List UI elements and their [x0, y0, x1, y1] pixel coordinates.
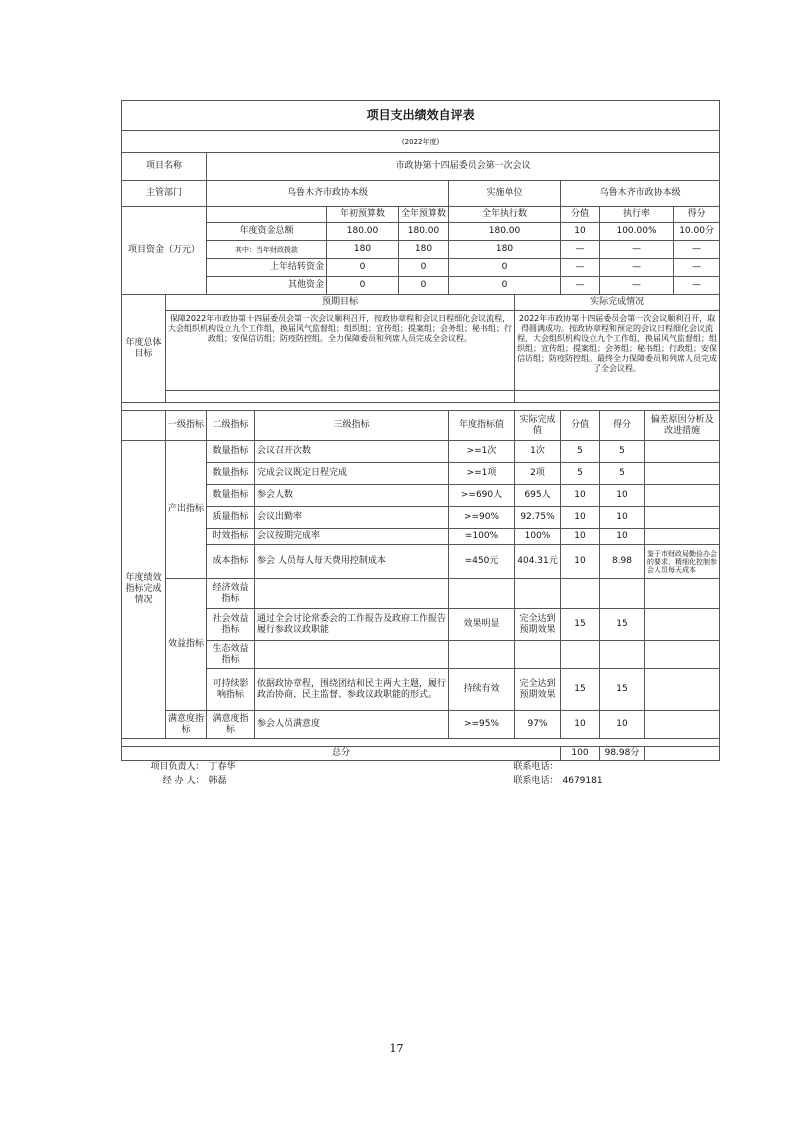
- target-cell: >=690人: [449, 485, 515, 507]
- handler-label: 经 办 人：: [162, 776, 205, 786]
- project-name-label: 项目名称: [122, 153, 207, 181]
- funds-cell: 10.00分: [674, 223, 720, 241]
- funds-cell: 180.00: [449, 223, 561, 241]
- total-score: 98.98分: [600, 747, 645, 761]
- actual-cell: [515, 579, 561, 609]
- actual-cell: 100%: [515, 529, 561, 545]
- actual-cell: 404.31元: [515, 545, 561, 579]
- l3-cell: 会议召开次数: [255, 441, 449, 463]
- l2-cell: 成本指标: [207, 545, 255, 579]
- score-value-cell: 15: [561, 669, 600, 711]
- score-cell: [600, 579, 645, 609]
- perf-label: 年度绩效指标完成情况: [122, 441, 166, 739]
- funds-header: 年初预算数: [327, 207, 399, 223]
- note-cell: [645, 441, 720, 463]
- indicator-header: 二级指标: [207, 411, 255, 441]
- l3-cell: 会议按期完成率: [255, 529, 449, 545]
- note-cell: [645, 711, 720, 739]
- funds-cell: —: [674, 259, 720, 277]
- funds-cell: —: [674, 277, 720, 295]
- score-cell: 5: [600, 463, 645, 485]
- funds-header: 全年执行数: [449, 207, 561, 223]
- l2-cell: 数量指标: [207, 485, 255, 507]
- phone2-label: 联系电话：: [513, 776, 559, 786]
- impl-label: 实施单位: [449, 181, 561, 207]
- l3-cell: 依据政协章程，围绕团结和民主两大主题，履行政治协商、民主监督、参政议政职能的形式。: [255, 669, 449, 711]
- actual-result-label: 实际完成情况: [515, 295, 720, 311]
- target-cell: [449, 641, 515, 669]
- actual-cell: 92.75%: [515, 507, 561, 529]
- l3-cell: 参会人员满意度: [255, 711, 449, 739]
- indicator-header: 分值: [561, 411, 600, 441]
- actual-cell: 完全达到预期效果: [515, 669, 561, 711]
- l2-cell: 数量指标: [207, 441, 255, 463]
- expected-goal-label: 预期目标: [166, 295, 515, 311]
- funds-cell: —: [600, 277, 674, 295]
- actual-cell: 1次: [515, 441, 561, 463]
- l3-cell: 参会 人员每人每天费用控制成本: [255, 545, 449, 579]
- funds-row-label: 上年结转资金: [207, 259, 327, 277]
- goals-blank: [166, 391, 515, 403]
- funds-cell: 0: [327, 259, 399, 277]
- total-value: 100: [561, 747, 600, 761]
- l2-cell: 满意度指标: [207, 711, 255, 739]
- funds-cell: 10: [561, 223, 600, 241]
- leader-name: 丁春华: [208, 762, 236, 773]
- funds-header: 分值: [561, 207, 600, 223]
- table-title: 项目支出绩效自评表: [122, 101, 720, 131]
- indicator-header: 一级指标: [166, 411, 207, 441]
- note-cell: [645, 485, 720, 507]
- funds-cell: —: [561, 277, 600, 295]
- l1-output: 产出指标: [166, 441, 207, 579]
- dept-label: 主管部门: [122, 181, 207, 207]
- l3-cell: 会议出勤率: [255, 507, 449, 529]
- funds-row-label: 其中：当年财政拨款: [207, 241, 327, 259]
- score-value-cell: 10: [561, 507, 600, 529]
- target-cell: 持续有效: [449, 669, 515, 711]
- funds-cell: —: [600, 241, 674, 259]
- funds-label: 项目资金（万元）: [122, 207, 207, 295]
- funds-cell: —: [561, 241, 600, 259]
- goals-label: 年度总体目标: [122, 295, 166, 403]
- l2-cell: 可持续影响指标: [207, 669, 255, 711]
- funds-cell: —: [600, 259, 674, 277]
- l3-cell: [255, 641, 449, 669]
- page-number: 17: [389, 1042, 404, 1055]
- target-cell: >=95%: [449, 711, 515, 739]
- score-value-cell: 10: [561, 485, 600, 507]
- l2-cell: 经济效益指标: [207, 579, 255, 609]
- table-year: (2022年度): [122, 131, 720, 153]
- note-cell: [645, 463, 720, 485]
- funds-cell: —: [674, 241, 720, 259]
- actual-cell: [515, 641, 561, 669]
- l3-cell: 通过全会讨论常委会的工作报告及政府工作报告履行参政议政职能: [255, 609, 449, 641]
- indicator-header-blank: [122, 411, 166, 441]
- score-cell: 15: [600, 669, 645, 711]
- self-evaluation-table: [121, 100, 720, 789]
- score-cell: 10: [600, 711, 645, 739]
- total-blank: [645, 747, 720, 761]
- score-cell: 8.98: [600, 545, 645, 579]
- score-value-cell: 15: [561, 609, 600, 641]
- funds-cell: 180: [327, 241, 399, 259]
- leader-label: 项目负责人：: [150, 762, 205, 773]
- funds-header: 执行率: [600, 207, 674, 223]
- actual-cell: 完全达到预期效果: [515, 609, 561, 641]
- actual-cell: 97%: [515, 711, 561, 739]
- indicator-header: 实际完成值: [515, 411, 561, 441]
- funds-corner: [207, 207, 327, 223]
- score-value-cell: 10: [561, 529, 600, 545]
- target-cell: 效果明显: [449, 609, 515, 641]
- funds-cell: 100.00%: [600, 223, 674, 241]
- phone1-label: 联系电话：: [513, 762, 559, 773]
- funds-header: 全年预算数: [399, 207, 449, 223]
- l2-cell: 生态效益指标: [207, 641, 255, 669]
- target-cell: >=1项: [449, 463, 515, 485]
- l1-satisfaction: 满意度指标: [166, 711, 207, 739]
- funds-cell: —: [561, 259, 600, 277]
- score-cell: 10: [600, 485, 645, 507]
- score-value-cell: [561, 579, 600, 609]
- target-cell: >=90%: [449, 507, 515, 529]
- funds-row-label: 年度资金总额: [207, 223, 327, 241]
- score-value-cell: 5: [561, 441, 600, 463]
- score-value-cell: [561, 641, 600, 669]
- impl-value: 乌鲁木齐市政协本级: [561, 181, 720, 207]
- funds-cell: 0: [449, 277, 561, 295]
- l2-cell: 质量指标: [207, 507, 255, 529]
- dept-value: 乌鲁木齐市政协本级: [207, 181, 449, 207]
- actual-result-text: 2022年市政协第十四届委员会第一次会议顺利召开，取得圆满成功。按政协章程和预定的会议日程细化会议流程，大会组织机构设立九个工作组，换届风气监督组；组织组；宣传组；提案组；会务组；秘书组；行政组；安保信访组；防疫防控组。最终全力保障委员和列席人员完成了全会议程。: [515, 311, 720, 391]
- funds-cell: 0: [327, 277, 399, 295]
- score-value-cell: 5: [561, 463, 600, 485]
- funds-cell: 180: [449, 241, 561, 259]
- total-label: 总分: [122, 747, 561, 761]
- funds-cell: 0: [399, 259, 449, 277]
- l3-cell: 参会人数: [255, 485, 449, 507]
- actual-cell: 695人: [515, 485, 561, 507]
- note-cell: 鉴于市财政局勤俭办会的要求，精细化控制参会人员每天成本: [645, 545, 720, 579]
- project-name: 市政协第十四届委员会第一次会议: [207, 153, 720, 181]
- indicator-header: 年度指标值: [449, 411, 515, 441]
- indicator-header: 得分: [600, 411, 645, 441]
- funds-header: 得分: [674, 207, 720, 223]
- note-cell: [645, 609, 720, 641]
- indicator-header: 偏差原因分析及改进措施: [645, 411, 720, 441]
- note-cell: [645, 529, 720, 545]
- funds-cell: 180.00: [399, 223, 449, 241]
- l3-cell: [255, 579, 449, 609]
- indicator-header: 三级指标: [255, 411, 449, 441]
- funds-cell: 180.00: [327, 223, 399, 241]
- funds-cell: 0: [449, 259, 561, 277]
- target-cell: >=1次: [449, 441, 515, 463]
- spacer-row: [122, 739, 720, 747]
- target-cell: [449, 579, 515, 609]
- spacer-row: [122, 403, 720, 411]
- handler-name: 韩磊: [208, 776, 227, 786]
- score-cell: 10: [600, 529, 645, 545]
- phone2-value: 4679181: [562, 776, 603, 786]
- note-cell: [645, 507, 720, 529]
- l2-cell: 时效指标: [207, 529, 255, 545]
- phone1-value: [561, 761, 720, 775]
- note-cell: [645, 669, 720, 711]
- score-cell: 10: [600, 507, 645, 529]
- goals-blank: [515, 391, 720, 403]
- l2-cell: 社会效益指标: [207, 609, 255, 641]
- actual-cell: 2项: [515, 463, 561, 485]
- target-cell: =100%: [449, 529, 515, 545]
- score-cell: 5: [600, 441, 645, 463]
- expected-goal-text: 保障2022年市政协第十四届委员会第一次会议顺利召开，按政协章程和会议日程细化会议流程，大会组织机构设立九个工作组，换届风气监督组；组织组；宣传组；提案组；会务组；秘书组；行政组；安保信访组；防疫防控组。全力保障委员和列席人员完成全会议程。: [166, 311, 515, 391]
- target-cell: =450元: [449, 545, 515, 579]
- score-value-cell: 10: [561, 545, 600, 579]
- l2-cell: 数量指标: [207, 463, 255, 485]
- score-cell: 15: [600, 609, 645, 641]
- score-value-cell: 10: [561, 711, 600, 739]
- l3-cell: 完成会议既定日程完成: [255, 463, 449, 485]
- l1-effect: 效益指标: [166, 579, 207, 711]
- note-cell: [645, 579, 720, 609]
- funds-cell: 180: [399, 241, 449, 259]
- score-cell: [600, 641, 645, 669]
- funds-cell: 0: [399, 277, 449, 295]
- funds-row-label: 其他资金: [207, 277, 327, 295]
- note-cell: [645, 641, 720, 669]
